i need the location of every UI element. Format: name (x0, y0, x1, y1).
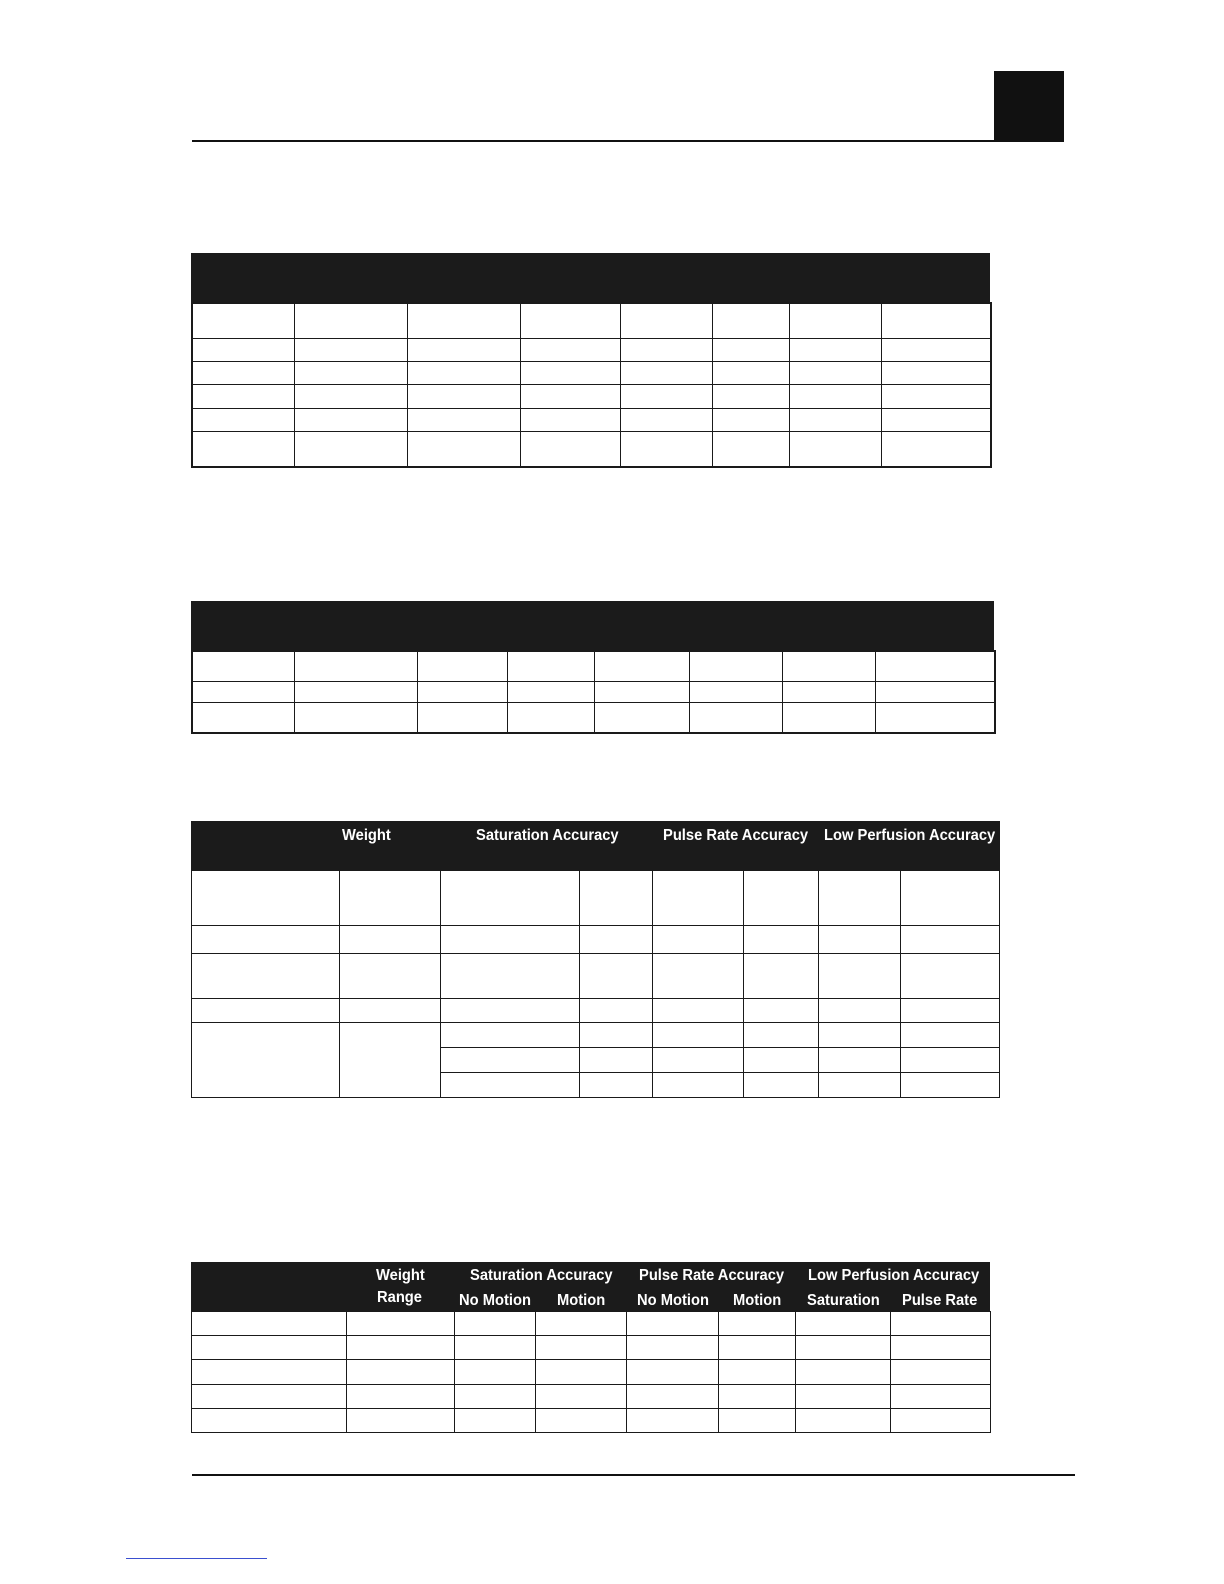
table-row (192, 702, 995, 733)
table3-weight-header: Weight (342, 827, 391, 844)
table3 (191, 870, 1000, 1098)
table3-saturation-accuracy-header: Saturation Accuracy (476, 827, 619, 844)
table-row (192, 338, 991, 361)
table4-weight-header: Weight (376, 1267, 425, 1284)
table-row (192, 408, 991, 431)
table4-no-motion-header-1: No Motion (459, 1292, 531, 1309)
table-row (192, 999, 1000, 1023)
table1-header-bar (191, 253, 990, 303)
footer-rule (192, 1474, 1075, 1476)
table-row (192, 926, 1000, 954)
table2 (191, 650, 996, 734)
table4-pulse-rate-accuracy-header: Pulse Rate Accuracy (639, 1267, 785, 1284)
table3-low-perfusion-accuracy-header: Low Perfusion Accuracy (824, 827, 996, 844)
table3-pulse-rate-accuracy-header: Pulse Rate Accuracy (663, 827, 809, 844)
table-row (192, 954, 1000, 999)
table-row (192, 362, 991, 385)
table4-no-motion-header-2: No Motion (637, 1292, 709, 1309)
table4-header-bar (191, 1262, 990, 1312)
table-row (192, 1023, 1000, 1048)
table2-header-bar (191, 601, 994, 651)
link-underline[interactable] (126, 1558, 267, 1559)
table-row (192, 1360, 991, 1384)
table-row (192, 682, 995, 703)
table4-range-header: Range (377, 1289, 422, 1306)
table1 (191, 302, 992, 468)
table-row (192, 871, 1000, 926)
section-tab-marker (994, 71, 1064, 142)
table-row (192, 1336, 991, 1360)
table-row (192, 432, 991, 467)
table-row (192, 651, 995, 682)
table4 (191, 1311, 991, 1433)
table-row (192, 385, 991, 408)
table4-saturation-accuracy-header: Saturation Accuracy (470, 1267, 613, 1284)
table4-motion-header-1: Motion (557, 1292, 606, 1309)
table4-pulse-rate-header: Pulse Rate (902, 1292, 978, 1309)
table4-motion-header-2: Motion (733, 1292, 782, 1309)
table4-saturation-header: Saturation (807, 1292, 880, 1309)
table-row (192, 1312, 991, 1336)
table-row (192, 303, 991, 338)
table3-header-bar (191, 821, 1000, 871)
header-rule (192, 140, 994, 142)
table4-low-perfusion-accuracy-header: Low Perfusion Accuracy (808, 1267, 980, 1284)
table-row (192, 1408, 991, 1432)
table-row (192, 1384, 991, 1408)
